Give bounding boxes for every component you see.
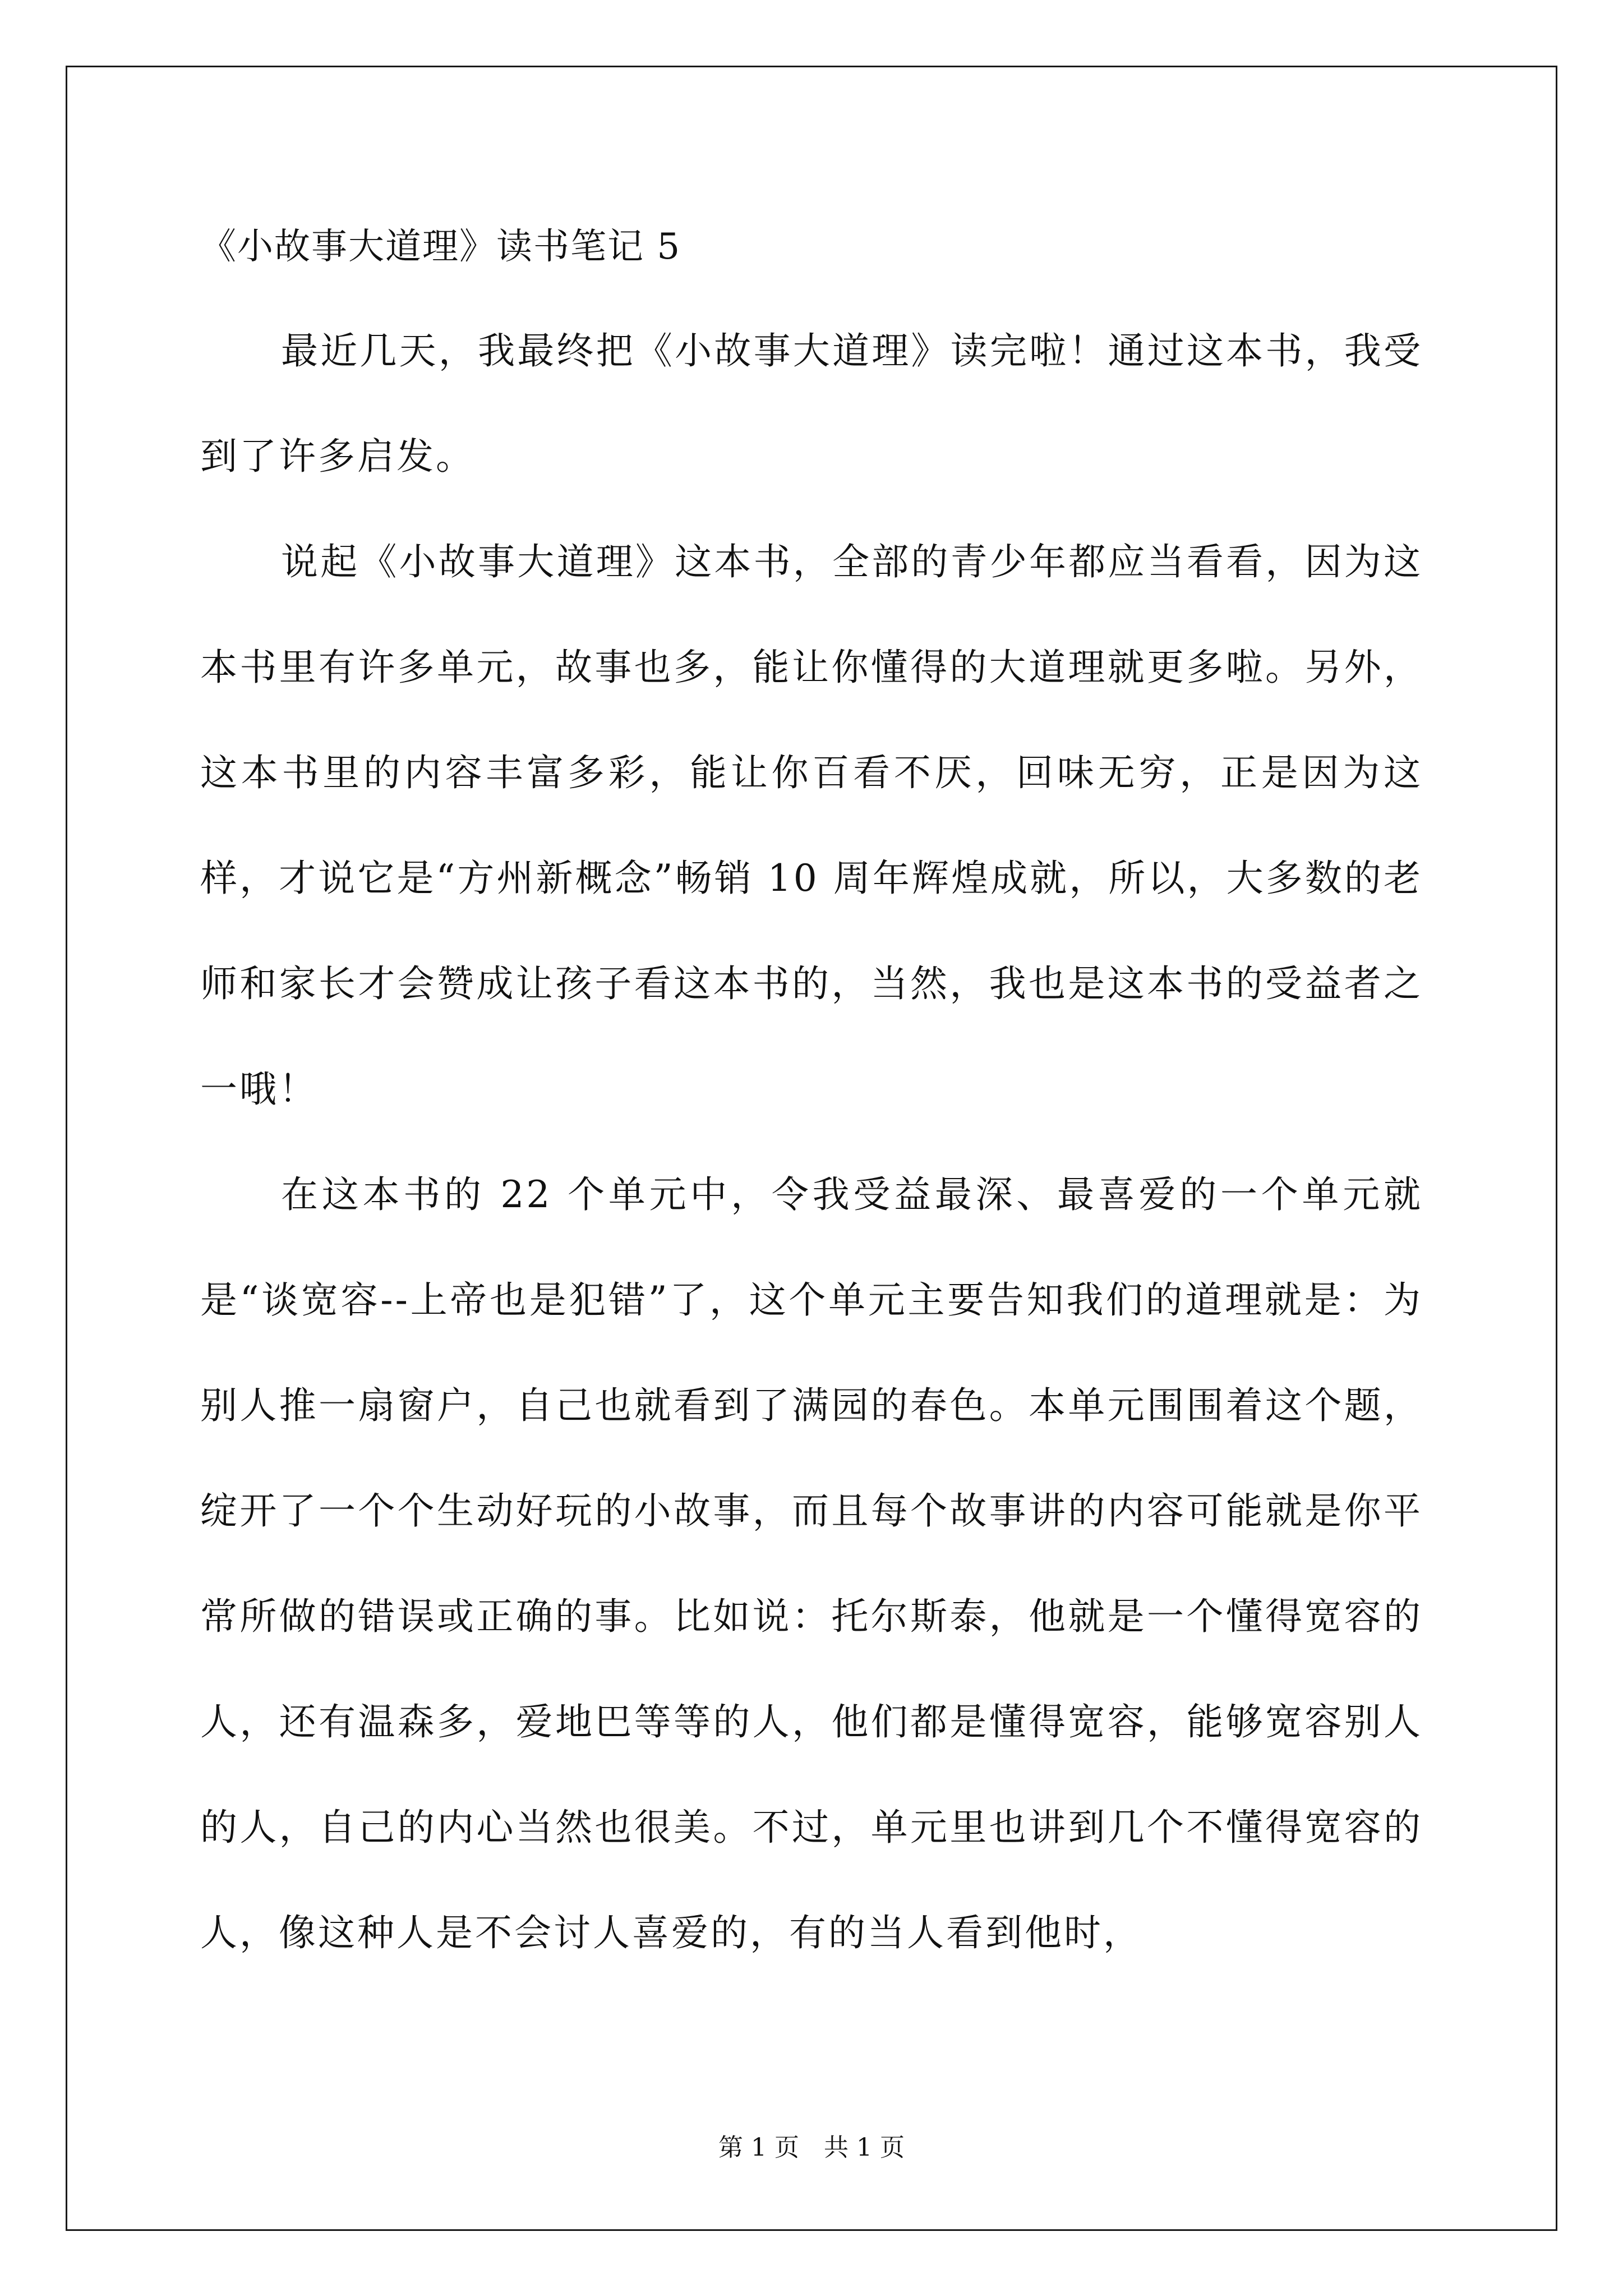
paragraph-1: 最近几天，我最终把《小故事大道理》读完啦！通过这本书，我受到了许多启发。 [200,329,1423,478]
document-title: 《小故事大道理》读书笔记 5 [200,226,681,268]
paragraph-3: 在这本书的 22 个单元中，令我受益最深、最喜爱的一个单元就是“谈宽容--上帝也是犯错”了，这个单元主要告知我们的道理就是：为别人推一扇窗户，自己也就看到了满园的春色。本单元围围着这个题，绽开了一个个生动好玩的小故事，而且每个故事讲的内容可能就是你平常所做的错误或正确的事。比如说：托尔斯泰，他就是一个懂得宽容的人，还有温森多，爱地巴等等的人，他们都是懂得宽容，能够宽容别人的人，自己的内心当然也很美。不过，单元里也讲到几个不懂得宽容的人，像这种人是不会讨人喜爱的，有的当人看到他时， [200,1173,1423,1954]
page-footer: 第 1 页 共 1 页 [718,2133,905,2162]
document-body [200,219,1423,1986]
paragraph-2: 说起《小故事大道理》这本书，全部的青少年都应当看看，因为这本书里有许多单元，故事也多，能让你懂得的大道理就更多啦。另外，这本书里的内容丰富多彩，能让你百看不厌，回味无穷，正是因为这样，才说它是“方州新概念”畅销 10 周年辉煌成就，所以，大多数的老师和家长才会赞成让孩子看这本书的，当然，我也是这本书的受益者之一哦！ [200,540,1423,1111]
